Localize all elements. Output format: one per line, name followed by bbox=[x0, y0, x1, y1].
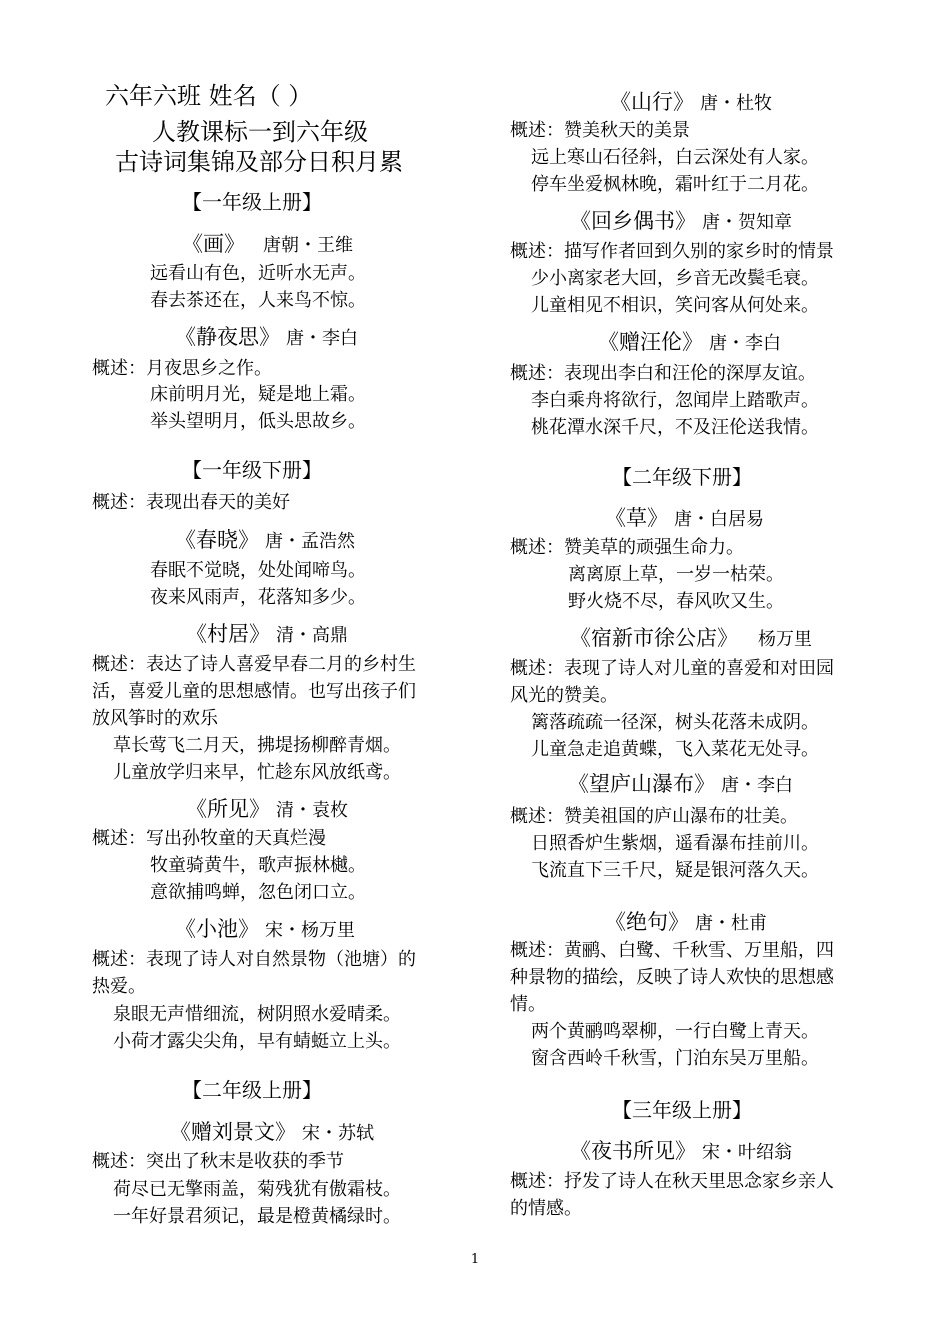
poem-title-row bbox=[175, 530, 355, 551]
poem-summary: 概述：赞美秋天的美景 bbox=[510, 120, 690, 141]
poem-summary: 概述：突出了秋末是收获的季节 bbox=[92, 1151, 344, 1172]
page-title-line2: 古诗词集锦及部分日积月累 bbox=[115, 148, 403, 176]
poem-title-row bbox=[570, 628, 812, 649]
grade-heading-2b: 【二年级下册】 bbox=[612, 465, 752, 489]
poem-title: 《回乡偶书》 bbox=[570, 209, 696, 233]
poem-title-row bbox=[605, 508, 764, 529]
grade-heading-2a: 【二年级上册】 bbox=[182, 1078, 322, 1102]
poem-author: 宋・苏轼 bbox=[302, 1123, 374, 1144]
poem-title: 《赠汪伦》 bbox=[598, 330, 703, 354]
poem-title-row bbox=[186, 624, 348, 645]
poem-line: 草长莺飞二月天，拂堤扬柳醉青烟。 bbox=[113, 735, 401, 756]
poem-line: 意欲捕鸣蝉，忽色闭口立。 bbox=[150, 882, 366, 903]
poem-line: 小荷才露尖尖角，早有蜻蜓立上头。 bbox=[113, 1031, 401, 1052]
poem-line: 李白乘舟将欲行，忽闻岸上踏歌声。 bbox=[531, 390, 819, 411]
poem-summary: 概述：赞美祖国的庐山瀑布的壮美。 bbox=[510, 806, 798, 827]
poem-summary: 概述：表达了诗人喜爱早春二月的乡村生 bbox=[92, 654, 416, 675]
poem-line: 停车坐爱枫林晚，霜叶红于二月花。 bbox=[531, 174, 819, 195]
poem-line: 荷尽已无擎雨盖，菊残犹有傲霜枝。 bbox=[113, 1179, 401, 1200]
poem-title-row bbox=[605, 912, 767, 933]
poem-summary: 概述：月夜思乡之作。 bbox=[92, 358, 272, 379]
poem-line: 春去茶还在，人来鸟不惊。 bbox=[150, 290, 366, 311]
poem-title-row bbox=[598, 332, 781, 353]
poem-title-row bbox=[186, 799, 348, 820]
poem-author: 唐朝・王维 bbox=[263, 235, 353, 256]
poem-title: 《春晓》 bbox=[175, 528, 259, 552]
poem-line: 窗含西岭千秋雪，门泊东吴万里船。 bbox=[531, 1048, 819, 1069]
poem-summary: 种景物的描绘，反映了诗人欢快的思想感 bbox=[510, 967, 834, 988]
poem-author: 唐・李白 bbox=[709, 333, 781, 354]
poem-title-row bbox=[570, 1141, 792, 1162]
poem-author: 宋・叶绍翁 bbox=[702, 1142, 792, 1163]
poem-summary: 活，喜爱儿童的思想感情。也写出孩子们 bbox=[92, 681, 416, 702]
poem-line: 篱落疏疏一径深，树头花落未成阴。 bbox=[531, 712, 819, 733]
poem-title: 《山行》 bbox=[610, 90, 694, 114]
poem-line: 少小离家老大回，乡音无改鬓毛衰。 bbox=[531, 268, 819, 289]
poem-summary: 热爱。 bbox=[92, 976, 146, 997]
poem-summary: 概述：表现出春天的美好 bbox=[92, 492, 290, 513]
poem-title: 《望庐山瀑布》 bbox=[568, 772, 715, 796]
poem-author: 宋・杨万里 bbox=[265, 920, 355, 941]
poem-author: 杨万里 bbox=[758, 629, 812, 650]
poem-title: 《夜书所见》 bbox=[570, 1139, 696, 1163]
poem-author: 清・高鼎 bbox=[276, 625, 348, 646]
poem-title: 《绝句》 bbox=[605, 910, 689, 934]
poem-title: 《草》 bbox=[605, 506, 668, 530]
poem-title: 《赠刘景文》 bbox=[170, 1120, 296, 1144]
poem-line: 野火烧不尽，春风吹又生。 bbox=[568, 591, 784, 612]
poem-summary: 概述：表现出李白和汪伦的深厚友谊。 bbox=[510, 363, 816, 384]
poem-summary: 概述：抒发了诗人在秋天里思念家乡亲人 bbox=[510, 1171, 834, 1192]
page-number: 1 bbox=[470, 1252, 480, 1267]
poem-line: 牧童骑黄牛，歌声振林樾。 bbox=[150, 855, 366, 876]
poem-author: 唐・孟浩然 bbox=[265, 531, 355, 552]
poem-title-row bbox=[170, 1122, 374, 1143]
poem-summary: 概述：表现了诗人对儿童的喜爱和对田园 bbox=[510, 658, 834, 679]
poem-title-row bbox=[182, 234, 353, 255]
poem-author: 唐・杜甫 bbox=[695, 913, 767, 934]
poem-summary: 情。 bbox=[510, 994, 546, 1015]
poem-summary: 概述：黄鹂、白鹭、千秋雪、万里船，四 bbox=[510, 940, 834, 961]
poem-title: 《静夜思》 bbox=[175, 325, 280, 349]
grade-heading-1a: 【一年级上册】 bbox=[182, 190, 322, 214]
poem-title: 《小池》 bbox=[175, 917, 259, 941]
poem-line: 儿童急走追黄蝶，飞入菜花无处寻。 bbox=[531, 739, 819, 760]
poem-author: 唐・李白 bbox=[721, 775, 793, 796]
poem-summary: 概述：赞美草的顽强生命力。 bbox=[510, 537, 744, 558]
poem-title-row bbox=[570, 211, 792, 232]
poem-line: 床前明月光，疑是地上霜。 bbox=[150, 384, 366, 405]
poem-title: 《画》 bbox=[182, 232, 245, 256]
poem-title-row bbox=[568, 774, 793, 795]
poem-title-row bbox=[175, 919, 355, 940]
poem-author: 唐・李白 bbox=[286, 328, 358, 349]
poem-title: 《所见》 bbox=[186, 797, 270, 821]
poem-line: 桃花潭水深千尺，不及汪伦送我情。 bbox=[531, 417, 819, 438]
poem-summary: 风光的赞美。 bbox=[510, 685, 618, 706]
page-title-line1: 人教课标一到六年级 bbox=[152, 118, 368, 146]
poem-summary: 概述：表现了诗人对自然景物（池塘）的 bbox=[92, 949, 416, 970]
poem-line: 离离原上草，一岁一枯荣。 bbox=[568, 564, 784, 585]
poem-author: 唐・白居易 bbox=[674, 509, 764, 530]
poem-line: 举头望明月，低头思故乡。 bbox=[150, 411, 366, 432]
poem-author: 唐・杜牧 bbox=[700, 93, 772, 114]
poem-summary: 放风筝时的欢乐 bbox=[92, 708, 218, 729]
poem-line: 春眠不觉晓，处处闻啼鸟。 bbox=[150, 560, 366, 581]
poem-line: 儿童相见不相识，笑问客从何处来。 bbox=[531, 295, 819, 316]
poem-line: 两个黄鹂鸣翠柳，一行白鹭上青天。 bbox=[531, 1021, 819, 1042]
poem-author: 清・袁枚 bbox=[276, 800, 348, 821]
poem-summary: 的情感。 bbox=[510, 1198, 582, 1219]
poem-summary: 概述：描写作者回到久别的家乡时的情景 bbox=[510, 241, 834, 262]
poem-line: 泉眼无声惜细流，树阴照水爱晴柔。 bbox=[113, 1004, 401, 1025]
poem-line: 日照香炉生紫烟，遥看瀑布挂前川。 bbox=[531, 833, 819, 854]
grade-heading-3a: 【三年级上册】 bbox=[612, 1098, 752, 1122]
poem-author: 唐・贺知章 bbox=[702, 212, 792, 233]
poem-title: 《宿新市徐公店》 bbox=[570, 626, 738, 650]
poem-summary: 概述：写出孙牧童的天真烂漫 bbox=[92, 828, 326, 849]
poem-title-row bbox=[610, 92, 772, 113]
poem-line: 夜来风雨声，花落知多少。 bbox=[150, 587, 366, 608]
class-name-line: 六年六班 姓名（ ） bbox=[105, 82, 313, 110]
poem-title-row bbox=[175, 327, 358, 348]
poem-line: 飞流直下三千尺，疑是银河落久天。 bbox=[531, 860, 819, 881]
poem-line: 远看山有色，近听水无声。 bbox=[150, 263, 366, 284]
poem-line: 远上寒山石径斜，白云深处有人家。 bbox=[531, 147, 819, 168]
poem-line: 一年好景君须记，最是橙黄橘绿时。 bbox=[113, 1206, 401, 1227]
poem-title: 《村居》 bbox=[186, 622, 270, 646]
grade-heading-1b: 【一年级下册】 bbox=[182, 458, 322, 482]
poem-line: 儿童放学归来早，忙趁东风放纸鸢。 bbox=[113, 762, 401, 783]
